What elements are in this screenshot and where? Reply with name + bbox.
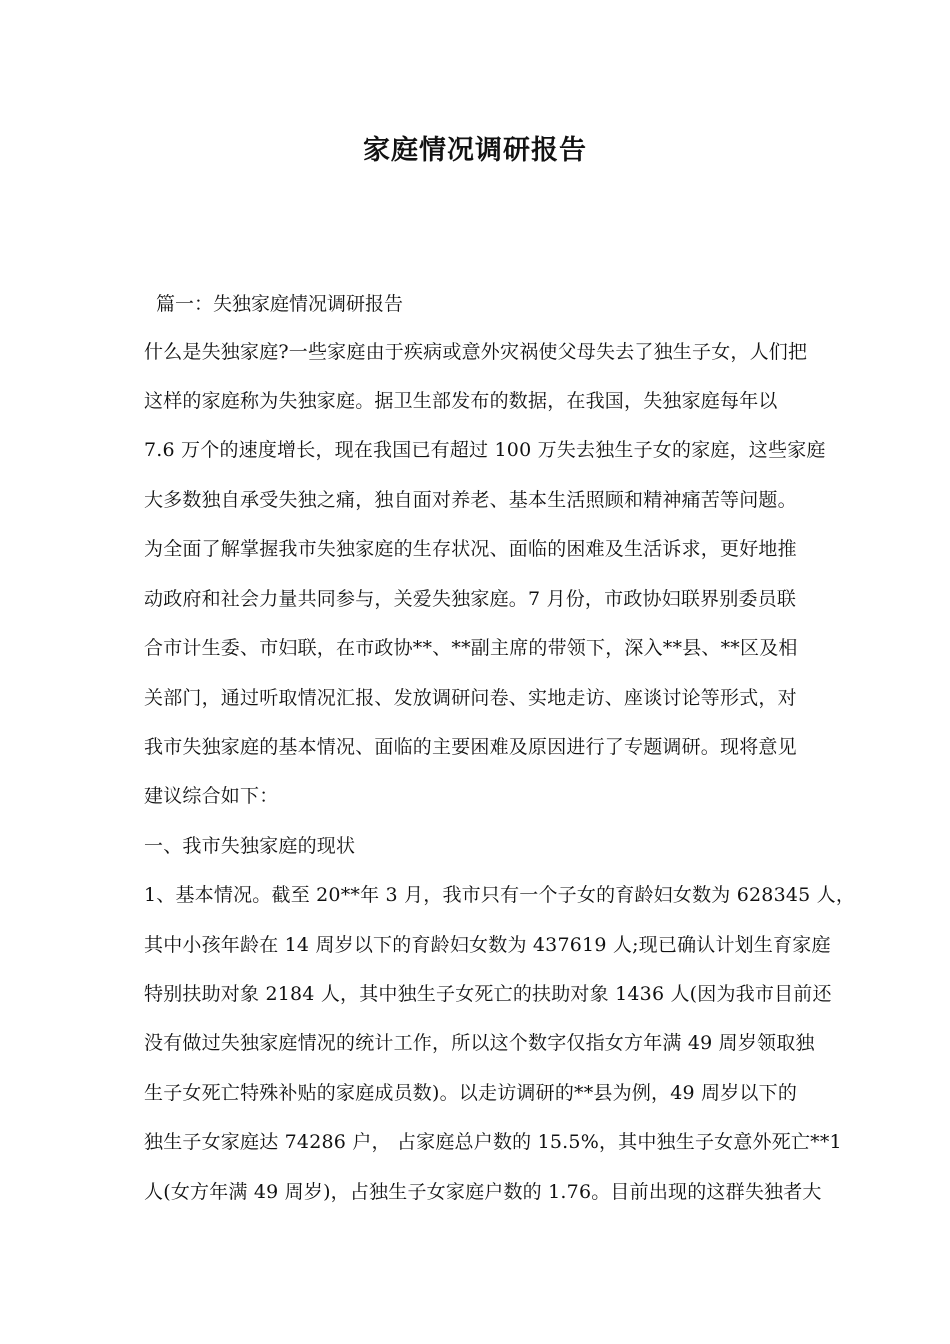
body-line: 什么是失独家庭?一些家庭由于疾病或意外灾祸使父母失去了独生子女，人们把 [144, 341, 808, 363]
body-line: 生子女死亡特殊补贴的家庭成员数)。以走访调研的**县为例，49 周岁以下的 [144, 1082, 798, 1104]
body-line: 1、基本情况。截至 20**年 3 月，我市只有一个子女的育龄妇女数为 628345 人， [144, 884, 856, 906]
body-line: 为全面了解掌握我市失独家庭的生存状况、面临的困难及生活诉求，更好地推 [144, 538, 797, 560]
body-line: 人(女方年满 49 周岁)，占独生子女家庭户数的 1.76。目前出现的这群失独者大 [144, 1181, 822, 1203]
body-line: 关部门，通过听取情况汇报、发放调研问卷、实地走访、座谈讨论等形式，对 [144, 687, 797, 709]
body-line: 动政府和社会力量共同参与，关爱失独家庭。7 月份，市政协妇联界别委员联 [144, 588, 797, 610]
section-subtitle: 篇一：失独家庭情况调研报告 [156, 293, 404, 315]
body-line: 建议综合如下： [144, 785, 279, 807]
section-heading: 一、我市失独家庭的现状 [144, 835, 356, 857]
document-title: 家庭情况调研报告 [363, 135, 587, 166]
body-line: 其中小孩年龄在 14 周岁以下的育龄妇女数为 437619 人;现已确认计划生育家庭 [144, 934, 831, 956]
body-line: 没有做过失独家庭情况的统计工作，所以这个数字仅指女方年满 49 周岁领取独 [144, 1032, 815, 1054]
body-line: 大多数独自承受失独之痛，独自面对养老、基本生活照顾和精神痛苦等问题。 [144, 489, 797, 511]
body-line: 这样的家庭称为失独家庭。据卫生部发布的数据，在我国，失独家庭每年以 [144, 390, 778, 412]
body-line: 特别扶助对象 2184 人，其中独生子女死亡的扶助对象 1436 人(因为我市目前还 [144, 983, 832, 1005]
body-line: 合市计生委、市妇联，在市政协**、**副主席的带领下，深入**县、**区及相 [144, 637, 798, 659]
body-line: 我市失独家庭的基本情况、面临的主要困难及原因进行了专题调研。现将意见 [144, 736, 797, 758]
body-line: 独生子女家庭达 74286 户， 占家庭总户数的 15.5%，其中独生子女意外死亡**1 [144, 1131, 842, 1153]
body-line: 7.6 万个的速度增长，现在我国已有超过 100 万失去独生子女的家庭，这些家庭 [144, 439, 826, 461]
